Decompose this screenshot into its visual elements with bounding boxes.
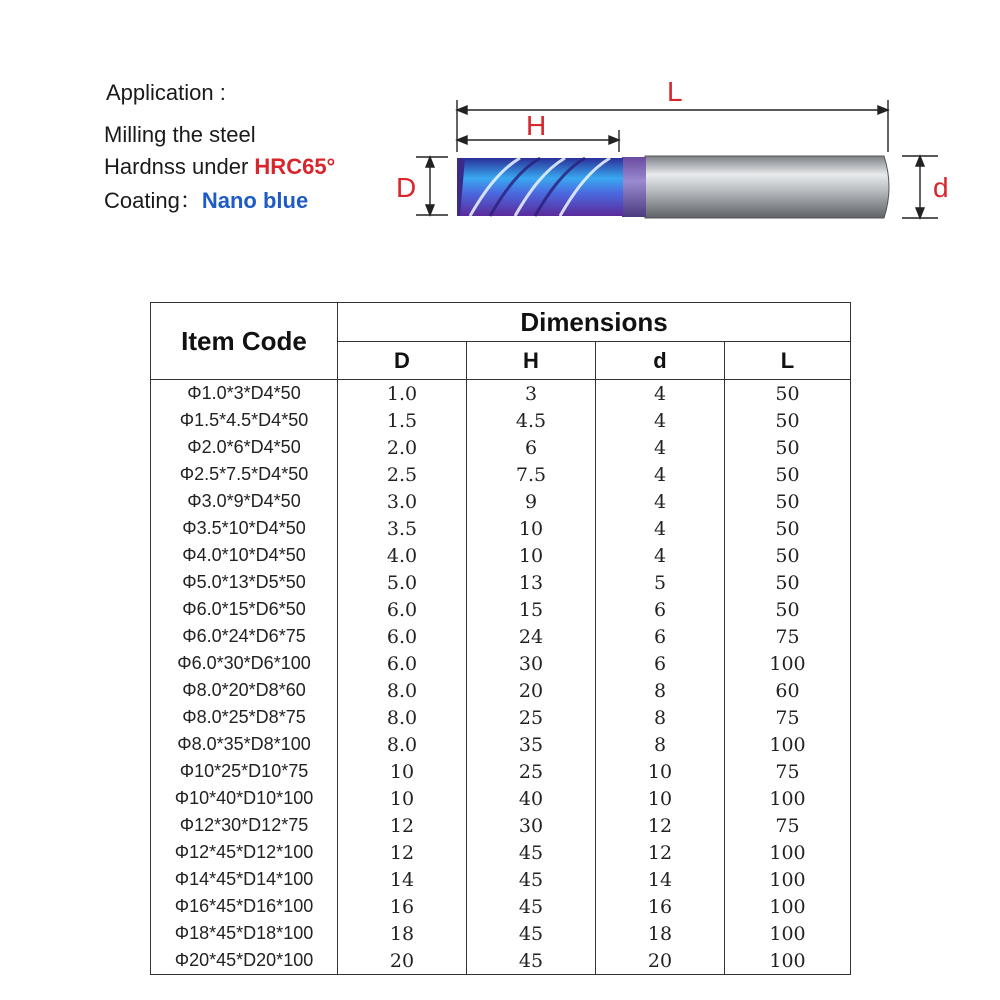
- flute-length-cell: 30: [467, 650, 596, 677]
- table-row: [151, 839, 851, 866]
- length-cell: 75: [725, 704, 851, 731]
- item-code-cell: Φ18*45*D18*100: [151, 920, 338, 947]
- diameter-cell: 3.0: [338, 488, 467, 515]
- flute-length-cell: 45: [467, 893, 596, 920]
- diameter-cell: 1.5: [338, 407, 467, 434]
- length-cell: 50: [725, 461, 851, 488]
- coating-line: [104, 190, 308, 212]
- flute-length-cell: 10: [467, 515, 596, 542]
- shank-diameter-cell: 5: [596, 569, 725, 596]
- diameter-cell: 12: [338, 839, 467, 866]
- table-row: [151, 812, 851, 839]
- column-header-d: d: [596, 342, 725, 380]
- flute-length-cell: 15: [467, 596, 596, 623]
- length-cell: 50: [725, 515, 851, 542]
- table-row: [151, 866, 851, 893]
- flute-length-cell: 7.5: [467, 461, 596, 488]
- table-row: [151, 515, 851, 542]
- hardness-value: HRC65°: [254, 154, 336, 179]
- application-use: Milling the steel: [104, 122, 256, 147]
- shank-diameter-cell: 10: [596, 785, 725, 812]
- table-row: [151, 947, 851, 975]
- table-row: [151, 731, 851, 758]
- diameter-cell: 8.0: [338, 704, 467, 731]
- item-code-cell: Φ12*45*D12*100: [151, 839, 338, 866]
- item-code-cell: Φ5.0*13*D5*50: [151, 569, 338, 596]
- item-code-cell: Φ3.5*10*D4*50: [151, 515, 338, 542]
- diameter-cell: 14: [338, 866, 467, 893]
- flute-length-cell: 40: [467, 785, 596, 812]
- diameter-cell: 10: [338, 758, 467, 785]
- flute-length-cell: 24: [467, 623, 596, 650]
- item-code-cell: Φ12*30*D12*75: [151, 812, 338, 839]
- length-label: L: [667, 76, 683, 107]
- shank-diameter-cell: 4: [596, 488, 725, 515]
- diameter-cell: 16: [338, 893, 467, 920]
- length-cell: 100: [725, 920, 851, 947]
- column-header-H: H: [467, 342, 596, 380]
- flute-length-cell: 45: [467, 920, 596, 947]
- item-code-cell: Φ20*45*D20*100: [151, 947, 338, 975]
- table-row: [151, 920, 851, 947]
- coating-label: Coating：: [104, 188, 202, 213]
- shank-diameter-cell: 8: [596, 704, 725, 731]
- item-code-cell: Φ2.5*7.5*D4*50: [151, 461, 338, 488]
- diameter-cell: 6.0: [338, 596, 467, 623]
- shank-diameter-cell: 10: [596, 758, 725, 785]
- flute-length-cell: 45: [467, 866, 596, 893]
- length-cell: 50: [725, 434, 851, 461]
- flute-length-cell: 25: [467, 704, 596, 731]
- length-cell: 60: [725, 677, 851, 704]
- item-code-cell: Φ4.0*10*D4*50: [151, 542, 338, 569]
- table-row: [151, 407, 851, 434]
- length-cell: 100: [725, 731, 851, 758]
- tool-diagram: [390, 70, 990, 240]
- length-cell: 100: [725, 839, 851, 866]
- hardness-line: [104, 156, 335, 178]
- shank-diameter-cell: 12: [596, 812, 725, 839]
- diameter-cell: 1.0: [338, 380, 467, 408]
- diameter-cell: 10: [338, 785, 467, 812]
- diameter-cell: 8.0: [338, 731, 467, 758]
- table-row: [151, 650, 851, 677]
- flute-length-cell: 13: [467, 569, 596, 596]
- diameter-cell: 3.5: [338, 515, 467, 542]
- column-header-D: D: [338, 342, 467, 380]
- flute-length-cell: 10: [467, 542, 596, 569]
- shank-diameter-cell: 8: [596, 731, 725, 758]
- item-code-cell: Φ16*45*D16*100: [151, 893, 338, 920]
- end-mill-icon: [390, 70, 990, 240]
- item-code-cell: Φ2.0*6*D4*50: [151, 434, 338, 461]
- shank-diameter-label: d: [933, 172, 949, 203]
- diameter-cell: 5.0: [338, 569, 467, 596]
- length-cell: 100: [725, 785, 851, 812]
- diameter-cell: 2.5: [338, 461, 467, 488]
- table-row: [151, 785, 851, 812]
- item-code-header: Item Code: [151, 303, 338, 380]
- length-cell: 75: [725, 623, 851, 650]
- shank-diameter-cell: 6: [596, 596, 725, 623]
- item-code-cell: Φ8.0*25*D8*75: [151, 704, 338, 731]
- dimensions-table: [150, 302, 851, 975]
- length-cell: 50: [725, 569, 851, 596]
- shank-diameter-cell: 20: [596, 947, 725, 975]
- table-row: [151, 704, 851, 731]
- table-row: [151, 380, 851, 408]
- length-cell: 50: [725, 407, 851, 434]
- diameter-cell: 4.0: [338, 542, 467, 569]
- flute-length-cell: 25: [467, 758, 596, 785]
- shank-diameter-cell: 16: [596, 893, 725, 920]
- length-cell: 75: [725, 812, 851, 839]
- shank-diameter-cell: 6: [596, 650, 725, 677]
- diameter-cell: 6.0: [338, 650, 467, 677]
- item-code-cell: Φ8.0*35*D8*100: [151, 731, 338, 758]
- item-code-cell: Φ6.0*30*D6*100: [151, 650, 338, 677]
- item-code-cell: Φ6.0*24*D6*75: [151, 623, 338, 650]
- length-cell: 50: [725, 596, 851, 623]
- length-cell: 100: [725, 947, 851, 975]
- item-code-cell: Φ1.0*3*D4*50: [151, 380, 338, 408]
- flute-length-cell: 45: [467, 839, 596, 866]
- item-code-cell: Φ6.0*15*D6*50: [151, 596, 338, 623]
- table-row: [151, 623, 851, 650]
- table-row: [151, 488, 851, 515]
- application-label: Application :: [106, 80, 226, 105]
- table-row: [151, 569, 851, 596]
- coating-value: Nano blue: [201, 188, 309, 213]
- item-code-cell: Φ8.0*20*D8*60: [151, 677, 338, 704]
- diameter-label: D: [396, 172, 417, 203]
- table-row: [151, 461, 851, 488]
- flute-length-cell: 30: [467, 812, 596, 839]
- shank-diameter-cell: 4: [596, 380, 725, 408]
- diameter-cell: 20: [338, 947, 467, 975]
- length-cell: 50: [725, 488, 851, 515]
- flute-length-cell: 4.5: [467, 407, 596, 434]
- shank-diameter-cell: 14: [596, 866, 725, 893]
- shank-diameter-cell: 18: [596, 920, 725, 947]
- item-code-cell: Φ10*25*D10*75: [151, 758, 338, 785]
- length-cell: 50: [725, 380, 851, 408]
- flute-length-cell: 3: [467, 380, 596, 408]
- length-cell: 50: [725, 542, 851, 569]
- table-row: [151, 758, 851, 785]
- shank-diameter-cell: 12: [596, 839, 725, 866]
- flute-length-cell: 35: [467, 731, 596, 758]
- hardness-prefix: Hardnss under: [104, 154, 255, 179]
- shank-diameter-cell: 6: [596, 623, 725, 650]
- flute-length-cell: 9: [467, 488, 596, 515]
- length-cell: 100: [725, 866, 851, 893]
- item-code-cell: Φ3.0*9*D4*50: [151, 488, 338, 515]
- length-cell: 75: [725, 758, 851, 785]
- shank-diameter-cell: 4: [596, 434, 725, 461]
- diameter-cell: 18: [338, 920, 467, 947]
- shank-diameter-cell: 4: [596, 515, 725, 542]
- dimensions-header: Dimensions: [338, 303, 851, 342]
- shank-diameter-cell: 4: [596, 407, 725, 434]
- flute-length-cell: 20: [467, 677, 596, 704]
- item-code-cell: Φ10*40*D10*100: [151, 785, 338, 812]
- flute-length-label: H: [526, 110, 547, 141]
- length-cell: 100: [725, 893, 851, 920]
- table-row: [151, 893, 851, 920]
- diameter-cell: 6.0: [338, 623, 467, 650]
- item-code-cell: Φ14*45*D14*100: [151, 866, 338, 893]
- diameter-cell: 8.0: [338, 677, 467, 704]
- diameter-cell: 2.0: [338, 434, 467, 461]
- flute-length-cell: 6: [467, 434, 596, 461]
- table-row: [151, 434, 851, 461]
- table-row: [151, 542, 851, 569]
- length-cell: 100: [725, 650, 851, 677]
- item-code-cell: Φ1.5*4.5*D4*50: [151, 407, 338, 434]
- table-row: [151, 677, 851, 704]
- flute-length-cell: 45: [467, 947, 596, 975]
- shank-diameter-cell: 4: [596, 542, 725, 569]
- shank-diameter-cell: 4: [596, 461, 725, 488]
- diameter-cell: 12: [338, 812, 467, 839]
- shank-diameter-cell: 8: [596, 677, 725, 704]
- column-header-L: L: [725, 342, 851, 380]
- table-row: [151, 596, 851, 623]
